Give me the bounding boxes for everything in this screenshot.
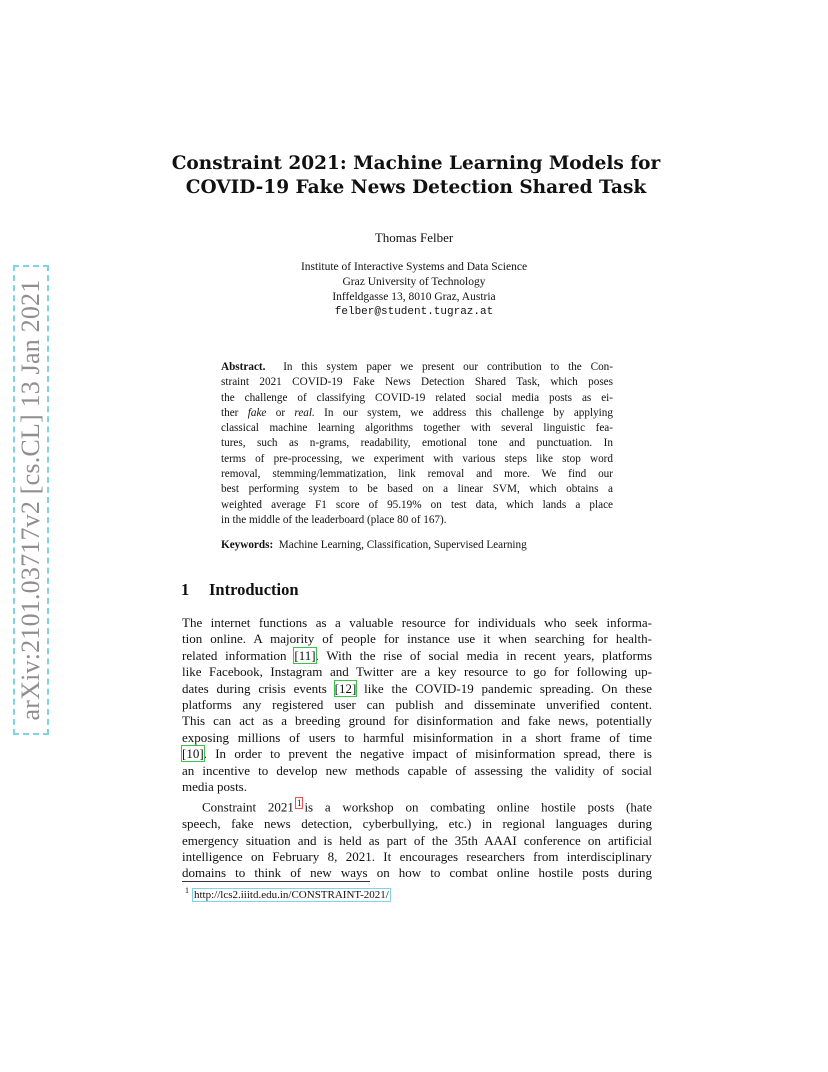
fake-label-emphasis: fake [247,406,267,419]
arxiv-identifier[interactable]: arXiv:2101.03717v2 [cs.CL] 13 Jan 2021 [16,279,45,721]
body-text: . With the rise of social media in recent years, platforms [315,647,653,663]
citation-link[interactable]: [11] [294,647,316,663]
body-text: is a workshop on combating online hostile posts (hate [304,799,652,815]
real-label-emphasis: real. [294,406,315,419]
body-text: like the COVID-19 pandemic spreading. On these [356,680,652,696]
abstract-text: or [266,406,295,419]
body-line: emergency situation and is held as part of the 35th AAAI conference on artificial [182,832,652,848]
body-line: media posts. [182,779,247,795]
abstract-label: Abstract. [221,361,266,373]
body-text: Constraint 2021 [202,799,294,815]
body-line: like Facebook, Instagram and Twitter are a key resource to go for following up- [182,664,652,680]
body-text: dates during crisis events [182,680,335,696]
citation-link[interactable]: [10] [182,746,204,762]
body-line: The internet functions as a valuable resource for individuals who seek informa- [182,615,652,630]
body-line: speech, fake news detection, cyberbullying, etc.) in regional languages during [182,816,652,832]
abstract-line: removal, stemming/lemmatization, link removal and more. We find our [221,468,613,481]
abstract-block [221,360,613,528]
body-line: platforms any registered user can publish and disseminate unverified content. [182,697,652,713]
abstract-text: In this system paper we present our contribution to the Con- [283,361,613,373]
abstract-line: classical machine learning algorithms together with several linguistic fea- [221,422,613,435]
footnote-number: 1 [185,886,189,895]
keywords-label: Keywords: [221,539,274,551]
body-line: an incentive to develop new methods capable of assessing the validity of social [182,762,652,778]
body-line [182,681,652,697]
abstract-text: In our system, we address this challenge by applying [314,406,613,419]
paper-title [160,152,672,200]
arxiv-sidebar-stamp[interactable] [13,265,49,735]
author-email[interactable]: felber@student.tugraz.at [334,306,494,318]
abstract-line: tures, such as n-grams, readability, emotional tone and punctuation. In [221,437,613,450]
section-number: 1 [181,580,190,599]
title-line-2: COVID-19 Fake News Detection Shared Task [185,177,647,198]
affiliation-institute: Institute of Interactive Systems and Data Science [300,261,528,273]
abstract-line: the challenge of classifying COVID-19 related social media posts as ei- [221,391,613,404]
introduction-body [182,615,652,882]
body-line: This can act as a breeding ground for disinformation and fake news, potentially [182,713,652,729]
body-line: exposing millions of users to harmful misinformation in a short frame of time [182,729,652,745]
body-line: domains to think of new ways on how to combat online hostile posts during [182,865,652,881]
section-heading [181,580,299,600]
abstract-line: terms of pre-processing, we experiment with various steps like stop word [221,452,613,465]
citation-link[interactable]: [12] [334,680,357,696]
footnote-rule [182,881,370,882]
body-line [182,795,652,816]
affiliation-block [0,260,828,320]
affiliation-university: Graz University of Technology [342,276,486,288]
body-line [182,648,652,664]
section-title: Introduction [209,580,299,599]
keywords-line [221,539,527,551]
footnote [185,886,390,901]
body-line [182,746,652,762]
abstract-line: weighted average F1 score of 95.19% on test data, which lands a place [221,498,613,511]
body-line: tion online. A majority of people for instance use it when searching for health- [182,631,652,647]
body-text: related information [182,647,295,663]
footnote-url-link[interactable]: http://lcs2.iiitd.edu.in/CONSTRAINT-2021/ [194,888,389,901]
abstract-line [221,360,613,375]
abstract-line: best performing system to be based on a linear SVM, which obtains a [221,483,613,496]
abstract-line: straint 2021 COVID-19 Fake News Detection Shared Task, which poses [221,376,613,389]
author-name: Thomas Felber [374,230,454,245]
abstract-text: ther [221,406,248,419]
footnote-reference[interactable]: 1 [296,798,302,809]
affiliation-address: Inffeldgasse 13, 8010 Graz, Austria [332,291,496,303]
abstract-line: in the middle of the leaderboard (place 80 of 167). [221,513,447,526]
body-text: . In order to prevent the negative impact of misinformation spread, there is [203,746,652,762]
keywords-text: Machine Learning, Classification, Supervised Learning [278,539,527,551]
body-line: intelligence on February 8, 2021. It encourages researchers from interdisciplinary [182,849,652,865]
abstract-line [221,406,613,421]
title-line-1: Constraint 2021: Machine Learning Models for [171,153,661,174]
